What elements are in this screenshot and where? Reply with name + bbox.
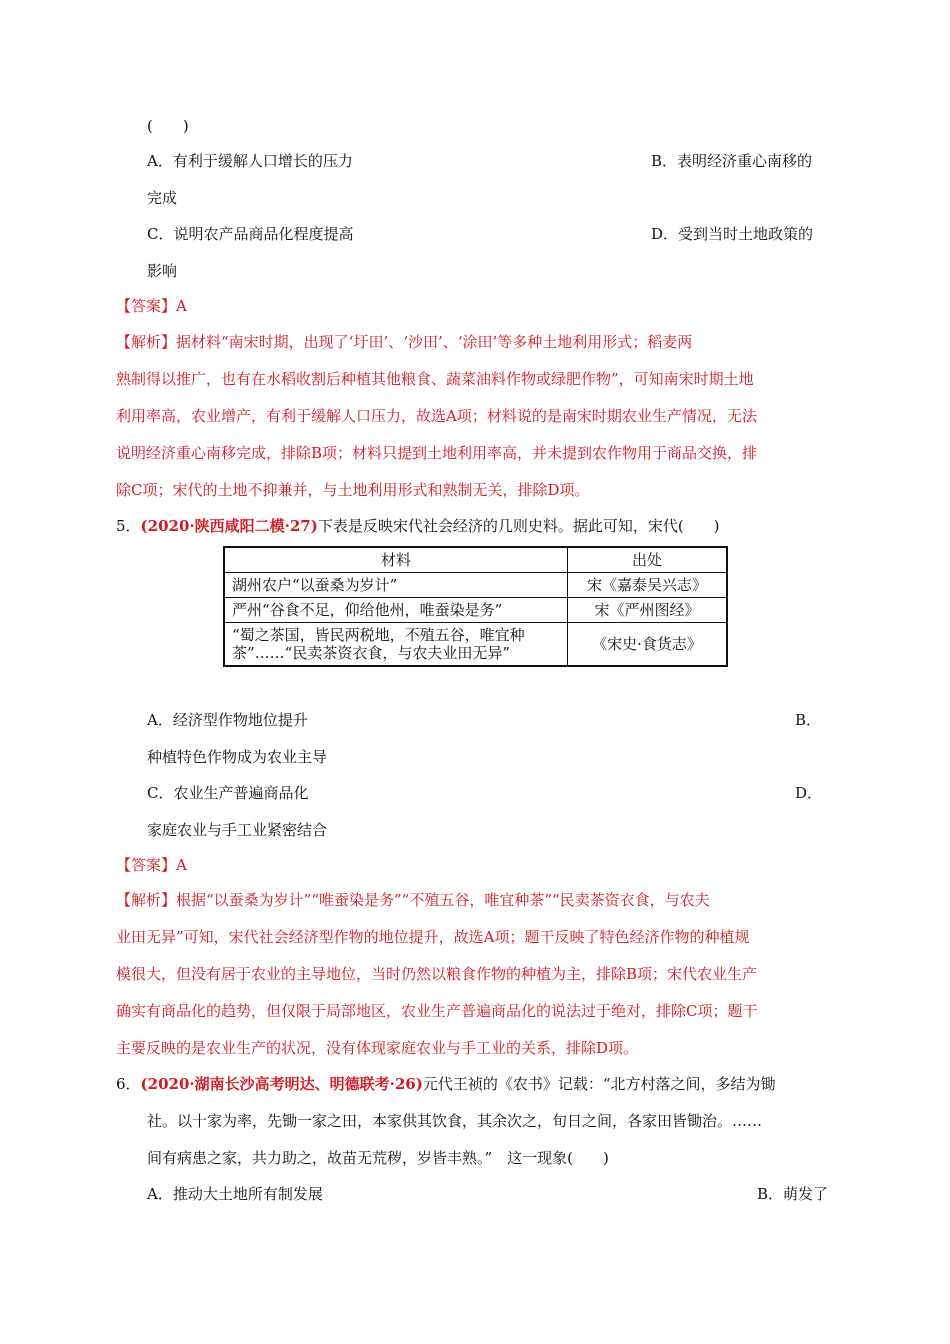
table-cell-origin: 宋《严州图经》 bbox=[568, 598, 728, 623]
q5-analysis-line: 业田无异”可知，宋代社会经济型作物的地位提升，故选A项；题干反映了特色经济作物的种植规 bbox=[116, 928, 750, 946]
q4-analysis-line: 说明经济重心南移完成，排除B项；材料只提到土地利用率高，并未提到农作物用于商品交换，排 bbox=[116, 444, 758, 462]
q6-source: (2020·湖南长沙高考明达、明德联考·26) bbox=[140, 1075, 423, 1093]
q6-stem-text: 元代王祯的《农书》记载：“北方村落之间，多结为锄 bbox=[422, 1075, 776, 1093]
q6-stem bbox=[116, 1074, 775, 1094]
table-header-row bbox=[224, 547, 727, 573]
q5-analysis-line: 确实有商品化的趋势，但仅限于局部地区，农业生产普遍商品化的说法过于绝对，排除C项；题干 bbox=[116, 1002, 758, 1020]
q5-source: (2020·陕西咸阳二模·27) bbox=[140, 517, 318, 535]
q4-analysis-line: 【解析】据材料“南宋时期，出现了‘圩田’、‘沙田’、‘涂田’等多种土地利用形式；稻麦两 bbox=[116, 333, 693, 351]
q4-option-b: B．表明经济重心南移的 bbox=[651, 152, 813, 170]
q5-option-d-cont: 家庭农业与手工业紧密结合 bbox=[147, 821, 328, 839]
q4-analysis-line: 除C项；宋代的土地不抑兼并，与土地利用形式和熟制无关，排除D项。 bbox=[116, 481, 590, 499]
table-cell-material: 湖州农户“以蚕桑为岁计” bbox=[224, 573, 568, 598]
q5-option-b: B． bbox=[795, 711, 822, 729]
q5-stem-text: 下表是反映宋代社会经济的几则史料。据此可知，宋代( ) bbox=[317, 517, 720, 535]
q6-number: 6． bbox=[116, 1075, 141, 1093]
table-header-material: 材料 bbox=[224, 547, 568, 573]
table-cell-material: 严州“谷食不足，仰给他州，唯蚕染是务” bbox=[224, 598, 568, 623]
q4-analysis-line: 熟制得以推广，也有在水稻收割后种植其他粮食、蔬菜油料作物或绿肥作物”，可知南宋时期土地 bbox=[116, 370, 754, 388]
q4-answer: 【答案】A bbox=[116, 297, 187, 315]
q5-source-table bbox=[223, 546, 728, 667]
q4-option-d-cont: 影响 bbox=[147, 262, 178, 280]
q6-option-b: B．萌发了 bbox=[757, 1185, 829, 1203]
q5-analysis-line: 模很大，但没有居于农业的主导地位，当时仍然以粮食作物的种植为主，排除B项；宋代农业生产 bbox=[116, 965, 758, 983]
q4-option-a: A．有利于缓解人口增长的压力 bbox=[147, 152, 353, 170]
q4-paren: ( ) bbox=[147, 117, 189, 135]
q4-option-c: C．说明农产品商品化程度提高 bbox=[147, 225, 354, 243]
q4-option-d: D．受到当时土地政策的 bbox=[651, 225, 814, 243]
q5-number: 5． bbox=[116, 517, 141, 535]
q5-option-b-cont: 种植特色作物成为农业主导 bbox=[147, 748, 328, 766]
table-row bbox=[224, 623, 727, 667]
q5-option-c: C．农业生产普遍商品化 bbox=[147, 784, 309, 802]
table-header-origin: 出处 bbox=[568, 547, 728, 573]
q4-analysis-line: 利用率高，农业增产，有利于缓解人口压力，故选A项；材料说的是南宋时期农业生产情况，无法 bbox=[116, 407, 757, 425]
table-row bbox=[224, 598, 727, 623]
table-cell-origin: 宋《嘉泰吴兴志》 bbox=[568, 573, 728, 598]
q5-stem bbox=[116, 516, 720, 536]
table-row bbox=[224, 573, 727, 598]
q5-option-a: A．经济型作物地位提升 bbox=[147, 711, 308, 729]
table-cell-origin: 《宋史·食货志》 bbox=[568, 623, 728, 667]
q5-analysis-line: 主要反映的是农业生产的状况，没有体现家庭农业与手工业的关系，排除D项。 bbox=[116, 1039, 639, 1057]
table-cell-material: “蜀之茶国，皆民两税地，不殖五谷，唯宜种茶”……“民卖茶资衣食，与农夫业田无异” bbox=[224, 623, 568, 667]
q4-option-b-cont: 完成 bbox=[147, 189, 178, 207]
q6-stem-line: 间有病患之家，共力助之，故苗无荒秽，岁皆丰熟。” 这一现象( ) bbox=[147, 1149, 609, 1167]
q5-analysis-line: 【解析】根据“以蚕桑为岁计”“唯蚕染是务”“不殖五谷，唯宜种茶”“民卖茶资衣食，与农夫 bbox=[116, 891, 710, 909]
q5-answer: 【答案】A bbox=[116, 856, 187, 874]
q6-stem-line: 社。以十家为率，先锄一家之田，本家供其饮食，其余次之，旬日之间，各家田皆锄治。…… bbox=[147, 1112, 763, 1130]
q6-option-a: A．推动大土地所有制发展 bbox=[147, 1185, 323, 1203]
q5-option-d: D． bbox=[795, 784, 823, 802]
